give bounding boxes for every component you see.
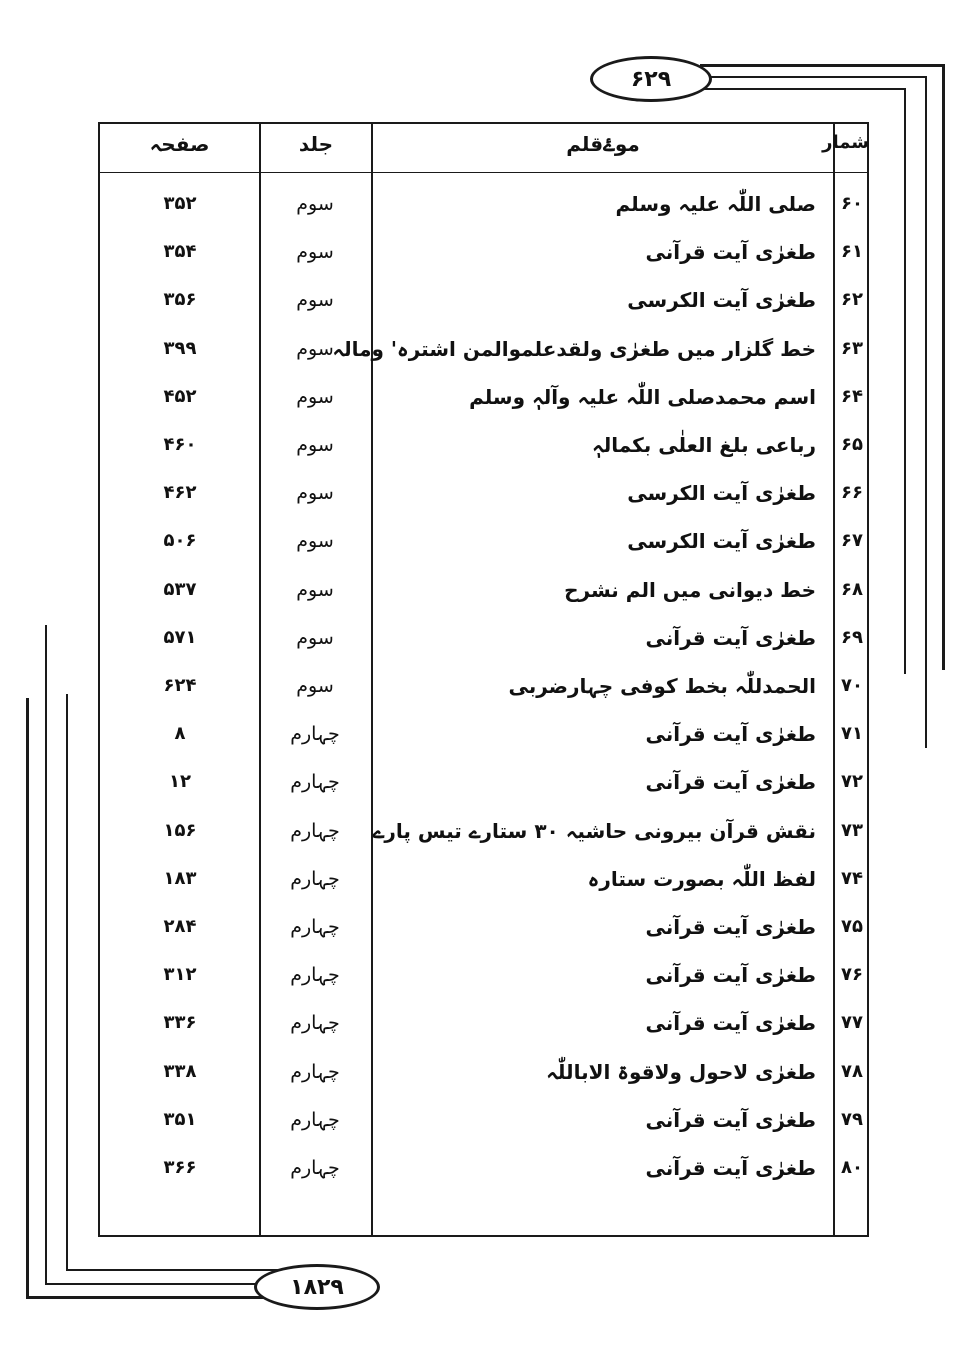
table-row: [100, 566, 867, 614]
table-row: [100, 1096, 867, 1144]
row-page: ۳۱۲: [163, 964, 197, 986]
row-title: طغرٰی لاحول ولاقوۃ الاباللّٰہ: [546, 1059, 816, 1084]
row-volume: چہارم: [290, 771, 340, 794]
table-row: [100, 1144, 867, 1192]
row-volume: سوم: [296, 337, 334, 360]
row-page: ۳۹۹: [163, 337, 197, 359]
row-number: ۷۴: [841, 867, 863, 889]
row-volume: چہارم: [290, 867, 340, 890]
index-table: [98, 122, 869, 1237]
row-volume: چہارم: [290, 1157, 340, 1179]
row-title: لفظ اللّٰہ بصورت ستارہ: [587, 866, 816, 891]
row-page: ۳۳۸: [163, 1060, 197, 1082]
row-page: ۲۸۴: [163, 916, 197, 937]
frame-line: [66, 694, 68, 1270]
row-number: ۶۴: [841, 385, 863, 407]
row-title: اسم محمدصلی اللّٰہ علیہ وآلہٖ وسلم: [469, 384, 816, 409]
row-page: ۱۲: [169, 771, 191, 793]
row-page: ۳۵۱: [163, 1108, 197, 1130]
row-volume: سوم: [296, 385, 334, 408]
table-row: [100, 999, 867, 1047]
frame-line: [942, 64, 945, 670]
row-volume: سوم: [296, 193, 334, 215]
page-number-bottom-text: ۱۸۲۹: [290, 1274, 344, 1300]
frame-line: [925, 76, 927, 748]
row-title: رباعی بلغ العلٰی بکمالہٖ: [592, 433, 816, 457]
page-number-top-text: ۶۲۹: [630, 66, 672, 92]
row-title: خط دیوانی میں الم نشرح: [564, 577, 816, 602]
row-title: طغرٰی آیت قرآنی: [645, 1107, 816, 1132]
row-volume: چہارم: [290, 819, 340, 842]
row-number: ۶۰: [841, 193, 863, 214]
row-page: ۵۷۱: [163, 626, 197, 648]
table-row: [100, 469, 867, 517]
row-number: ۸۰: [841, 1157, 863, 1178]
table-row: [100, 710, 867, 758]
row-page: ۳۵۲: [163, 193, 197, 214]
row-number: ۶۲: [841, 289, 863, 311]
table-row: [100, 951, 867, 999]
row-volume: سوم: [296, 675, 334, 697]
row-title: طغرٰی آیت قرآنی: [645, 1011, 816, 1036]
row-number: ۷۸: [841, 1060, 863, 1082]
row-page: ۴۵۲: [163, 385, 197, 407]
row-page: ۳۵۴: [163, 241, 197, 263]
row-volume: چہارم: [290, 916, 340, 938]
frame-line: [45, 1283, 285, 1285]
row-title: الحمدللّٰہ بخط کوفی چہارضربی: [508, 674, 816, 698]
row-volume: سوم: [296, 626, 334, 649]
row-number: ۶۶: [841, 482, 863, 504]
row-number: ۶۱: [841, 241, 863, 263]
row-number: ۷۶: [841, 964, 863, 986]
row-volume: سوم: [296, 530, 334, 553]
row-number: ۷۲: [841, 771, 863, 793]
header-number: شمار: [822, 132, 869, 153]
table-row: [100, 180, 867, 228]
row-number: ۷۰: [841, 675, 863, 696]
table-row: [100, 325, 867, 373]
row-title: طغرٰی آیت الکرسی: [627, 288, 816, 313]
frame-line: [66, 1269, 286, 1271]
header-divider: [100, 172, 867, 173]
table-row: [100, 758, 867, 806]
frame-line: [26, 1296, 286, 1299]
row-number: ۶۵: [841, 434, 863, 455]
row-title: طغرٰی آیت قرآنی: [645, 963, 816, 988]
row-page: ۳۳۶: [163, 1012, 197, 1034]
frame-line: [26, 698, 29, 1298]
table-row: [100, 903, 867, 951]
row-page: ۱۸۳: [163, 867, 197, 889]
page-number-top: [590, 56, 712, 102]
row-page: ۶۲۴: [163, 675, 197, 696]
row-volume: سوم: [296, 289, 334, 312]
row-volume: چہارم: [290, 964, 340, 987]
row-page: ۵۳۷: [163, 578, 197, 600]
table-row: [100, 807, 867, 855]
table-row: [100, 228, 867, 276]
table-row: [100, 517, 867, 565]
row-number: ۶۳: [841, 337, 863, 359]
row-volume: چہارم: [290, 1060, 340, 1083]
row-title: صلی اللّٰہ علیہ وسلم: [615, 192, 816, 216]
row-page: ۴۶۰: [163, 434, 197, 455]
row-page: ۳۵۶: [163, 289, 197, 311]
row-number: ۷۹: [841, 1108, 863, 1130]
row-title: نقش قرآن بیرونی حاشیہ ۳۰ ستارے تیس پارے: [372, 818, 816, 843]
table-row: [100, 421, 867, 469]
header-volume: جلد: [298, 132, 334, 156]
row-title: طغرٰی آیت قرآنی: [645, 915, 816, 939]
row-title: طغرٰی آیت قرآنی: [645, 770, 816, 795]
table-row: [100, 1048, 867, 1096]
table-row: [100, 662, 867, 710]
row-title: طغرٰی آیت قرآنی: [645, 240, 816, 265]
row-title: طغرٰی آیت قرآنی: [645, 1156, 816, 1180]
header-title: موۓقلم: [566, 132, 640, 156]
row-page: ۳۶۶: [163, 1157, 197, 1178]
table-row: [100, 373, 867, 421]
frame-line: [700, 64, 945, 67]
row-title: طغرٰی آیت الکرسی: [627, 529, 816, 554]
header-page: صفحہ: [149, 132, 210, 156]
row-title: طغرٰی آیت الکرسی: [627, 481, 816, 506]
frame-line: [904, 88, 906, 674]
row-title: خط گلزار میں طغرٰی ولقدعلموالمن اشترہ' ومالہ: [332, 336, 816, 361]
row-page: ۸: [174, 723, 186, 745]
row-volume: سوم: [296, 578, 334, 601]
row-volume: چہارم: [290, 1108, 340, 1131]
table-row: [100, 855, 867, 903]
row-number: ۷۱: [841, 723, 863, 745]
row-volume: سوم: [296, 482, 334, 505]
page-number-bottom: [254, 1264, 380, 1310]
row-number: ۶۷: [841, 530, 863, 552]
frame-line: [700, 76, 927, 78]
frame-line: [700, 88, 906, 90]
table-row: [100, 276, 867, 324]
row-title: طغرٰی آیت قرآنی: [645, 722, 816, 747]
row-volume: چہارم: [290, 1012, 340, 1035]
row-page: ۱۵۶: [163, 819, 197, 841]
row-number: ۷۵: [841, 916, 863, 937]
row-volume: سوم: [296, 434, 334, 456]
table-row: [100, 614, 867, 662]
row-volume: چہارم: [290, 723, 340, 746]
row-title: طغرٰی آیت قرآنی: [645, 625, 816, 650]
row-page: ۴۶۲: [163, 482, 197, 504]
row-page: ۵۰۶: [163, 530, 197, 552]
row-number: ۶۹: [841, 626, 863, 648]
row-number: ۶۸: [841, 578, 863, 600]
row-volume: سوم: [296, 241, 334, 264]
row-number: ۷۳: [841, 819, 863, 841]
row-number: ۷۷: [841, 1012, 863, 1034]
frame-line: [45, 625, 47, 1284]
